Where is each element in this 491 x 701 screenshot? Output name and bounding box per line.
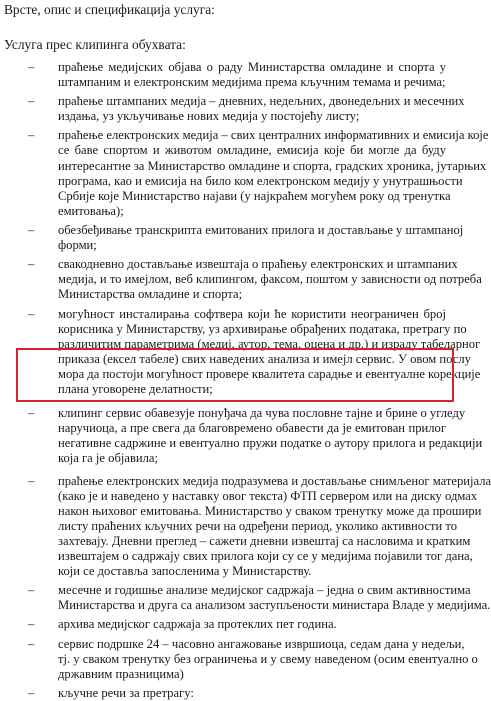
list-item-line: се баве спортом и животом омладине, емисија које би могле да буду xyxy=(58,143,446,158)
list-item-line: праћење медијских објава о раду Министарства омладине и спорта у xyxy=(58,60,446,74)
list-item-line: негативне садржине и евентуално пружи податке о аутору прилога и редакцији xyxy=(58,436,483,451)
list-item-line: месечне и годишње анализе медијског садржаја – једна о свим активностима xyxy=(58,583,471,598)
list-item-line: сервис подршке 24 – часовно ангажовање извршиоца, седам дана у недељи, xyxy=(58,636,465,651)
list-item-line: праћење електронских медија – свих централних информативних и емисија које xyxy=(58,128,489,143)
list-item-line: издања, уз укључивање нових медија у постојећу листу; xyxy=(58,109,360,124)
list-item-line: праћење електронских медија подразумева и достављање снимљеног материјала xyxy=(58,473,491,488)
list-item-line: свакодневно достављање извештаја о праћењу електронских и штампаних xyxy=(58,257,458,272)
list-item-line: (како је и наведено у наставку овог текста) ФТП сервером или на диску одмах xyxy=(58,488,478,503)
list-item-line: емитовања); xyxy=(58,203,124,218)
list-dash: – xyxy=(28,685,35,700)
section-heading: Врсте, опис и спецификација услуга: xyxy=(4,2,215,17)
list-item-line: наручиоца, а пре свега да благовремено обавести да је емитован прилог xyxy=(58,421,446,436)
list-item-line: корисника у Министарству, уз архивирање обрађених података, претрагу по xyxy=(58,321,467,336)
list-dash: – xyxy=(28,94,35,109)
list-dash: – xyxy=(28,128,35,143)
list-item-line: Србије које Министарство најави (у најкраћем могућем року од тренутка xyxy=(58,188,451,203)
list-item-line: државним празницима) xyxy=(58,666,184,681)
list-item-line: Министарства и друга са анализом заступљености министара Владе у медијима. xyxy=(58,598,491,613)
intro-text: Услуга прес клипинга обухвата: xyxy=(4,37,186,52)
list-item-line: различитим параметрима (медиј, аутор, тема, оцена и др.) и израду табеларног xyxy=(58,336,481,351)
list-item-line: захтевају. Дневни преглед – сажети дневни извештај са насловима и кратким xyxy=(58,533,471,548)
list-dash: – xyxy=(28,223,35,237)
list-item-line: који се доставља запосленима у Министарству. xyxy=(58,564,312,579)
list-item-line: Министарства омладине и спорта; xyxy=(58,287,243,302)
list-item-line: штампаним и електронским медијима према кључним темама и речима; xyxy=(58,75,446,90)
service-list xyxy=(0,60,491,700)
list-dash: – xyxy=(28,306,35,321)
list-dash: – xyxy=(28,473,35,488)
list-item-line: извештајем о садржају свих прилога који су се у медијима појавили тог дана, xyxy=(58,549,473,563)
list-dash: – xyxy=(28,617,35,632)
list-dash: – xyxy=(28,60,35,74)
list-item-line: која га је објавила; xyxy=(58,451,159,466)
list-item-line: плана уговорене делатности; xyxy=(58,382,213,396)
list-item-line: листу праћених кључних речи на одређени период, уколико активности то xyxy=(58,518,458,533)
list-item-line: форми; xyxy=(58,238,97,253)
list-dash: – xyxy=(28,636,35,651)
list-item-line: мора да постоји могућност провере квалитета сарадње и евентуалне корекције xyxy=(58,366,481,381)
list-item-line: приказа (ексел табеле) свих наведених анализа и имејл сервис. У овом послу xyxy=(58,351,471,366)
list-item-line: програма, као и емисија на било ком електронском медију у унутрашњости xyxy=(58,173,463,188)
list-item-line: клипинг сервис обавезује понуђача да чува пословне тајне и брине о угледу xyxy=(58,406,466,421)
list-item-line: медија, и то имејлом, веб клипингом, факсом, поштом у зависности од потреба xyxy=(58,272,482,287)
list-item-line: тј. у сваком тренутку без ограничења и у свему наведеном (осим евентуално о xyxy=(58,651,478,666)
list-dash: – xyxy=(28,406,35,421)
list-item-line: обезбеђивање транскрипта емитованих прилога и достављање у штампаној xyxy=(58,223,464,237)
list-dash: – xyxy=(28,257,35,272)
list-item-line: кључне речи за претрагу: xyxy=(58,685,194,700)
list-item-line: могућност инсталирања софтвера који ће користити неограничен број xyxy=(58,306,446,321)
list-item-line: архива медијског садржаја за протеклих пет година. xyxy=(58,617,337,632)
list-item-line: након њиховог емитовања. Министарство у сваком тренутку може да прошири xyxy=(58,503,482,518)
list-item-line: праћење штампаних медија – дневних, недељних, двонедељних и месечних xyxy=(58,94,465,109)
list-item-line: интересантне за Министарство омладине и спорта, градских хроника, јутарњих xyxy=(58,158,487,173)
list-dash: – xyxy=(28,583,35,598)
